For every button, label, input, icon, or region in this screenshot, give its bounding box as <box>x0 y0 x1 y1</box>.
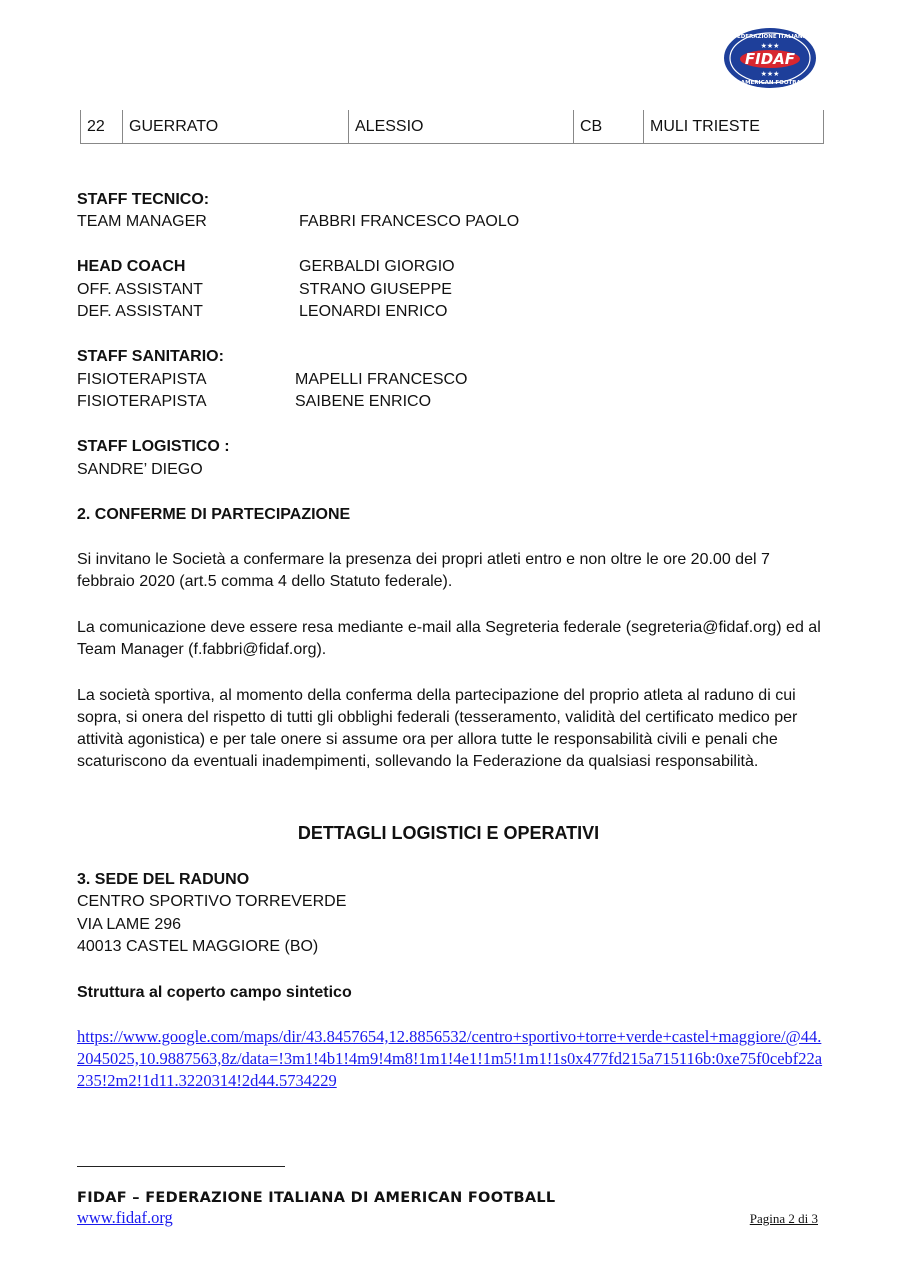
structure-note: Struttura al coperto campo sintetico <box>77 984 352 1001</box>
off-assistant-label: OFF. ASSISTANT <box>77 281 203 298</box>
venue-street: VIA LAME 296 <box>77 916 182 933</box>
section2-heading: 2. CONFERME DI PARTECIPAZIONE <box>77 506 351 523</box>
staff-tecnico-heading: STAFF TECNICO: <box>77 191 210 208</box>
venue-name: CENTRO SPORTIVO TORREVERDE <box>77 893 347 910</box>
section3-heading: 3. SEDE DEL RADUNO <box>77 871 250 888</box>
fidaf-logo <box>722 26 818 90</box>
logo-top-arc: FEDERAZIONE ITALIANA <box>733 34 807 40</box>
staff-logistico-name: SANDRE’ DIEGO <box>77 461 203 478</box>
section2-paragraph-2: La comunicazione deve essere resa mediante e-mail alla Segreteria federale (segreteria@fidaf.org) ed al Team Manager (f.fabbri@fidaf.org). <box>77 619 821 658</box>
fisio-label-1: FISIOTERAPISTA <box>77 371 207 388</box>
cell-surname: GUERRATO <box>122 110 348 143</box>
def-assistant-name: LEONARDI ENRICO <box>299 303 448 320</box>
fisio-label-2: FISIOTERAPISTA <box>77 393 207 410</box>
fisio-name-2: SAIBENE ENRICO <box>295 393 432 410</box>
footer-rule <box>77 1166 285 1167</box>
off-assistant-name: STRANO GIUSEPPE <box>299 281 452 298</box>
fisio-name-1: MAPELLI FRANCESCO <box>295 371 468 388</box>
team-manager-name: FABBRI FRANCESCO PAOLO <box>299 213 520 230</box>
cell-team: MULI TRIESTE <box>643 110 824 143</box>
roster-table <box>80 110 824 144</box>
cell-number: 22 <box>80 110 122 143</box>
staff-sanitario-heading: STAFF SANITARIO: <box>77 348 224 365</box>
section2-paragraph-3: La società sportiva, al momento della conferma della partecipazione del proprio atleta al raduno di cui sopra, si onera del rispetto di tutti gli obblighi federali (tesseramento, validità del certificato medico per attività agonistica) e per tale onere si assume ora per allora tutte le responsabilità civili e penali che scaturiscono da eventuali inadempimenti, sollevando la Federazione da qualsiasi responsabilità. <box>77 687 798 770</box>
cell-role: CB <box>573 110 643 143</box>
dettagli-heading: DETTAGLI LOGISTICI E OPERATIVI <box>297 823 600 843</box>
team-manager-label: TEAM MANAGER <box>77 213 207 230</box>
section2-paragraph-1: Si invitano le Società a confermare la presenza dei propri atleti entro e non oltre le ore 20.00 del 7 febbraio 2020 (art.5 comma 4 dello Statuto federale). <box>77 551 770 590</box>
staff-logistico-heading: STAFF LOGISTICO : <box>77 438 230 455</box>
map-link[interactable]: https://www.google.com/maps/dir/43.8457654,12.8856532/centro+sportivo+torre+verde+castel+maggiore/@44.2045025,10.9887563,8z/data=!3m1!4b1!4m9!4m8!1m1!4e1!1m5!1m1!1s0x477fd215a715116b:0xe75f0cebf22a235!2m2!1d11.3220314!2d44.5734229 <box>77 1027 823 1090</box>
footer-org: FIDAF – FEDERAZIONE ITALIANA DI AMERICAN FOOTBALL <box>77 1190 556 1206</box>
head-coach-name: GERBALDI GIORGIO <box>299 258 455 275</box>
footer-website-link[interactable]: www.fidaf.org <box>77 1208 173 1227</box>
head-coach-label: HEAD COACH <box>77 258 186 275</box>
def-assistant-label: DEF. ASSISTANT <box>77 303 203 320</box>
table-right-border <box>823 110 824 143</box>
logo-bottom-arc: DI AMERICAN FOOTBALL <box>732 80 808 86</box>
logo-stars-bottom: ★★★ <box>760 70 780 78</box>
logo-wordmark: FIDAF <box>744 50 796 68</box>
page-number: Pagina 2 di 3 <box>749 1211 818 1226</box>
logo-stars-top: ★★★ <box>760 42 780 50</box>
venue-city: 40013 CASTEL MAGGIORE (BO) <box>77 938 319 955</box>
cell-name: ALESSIO <box>348 110 573 143</box>
